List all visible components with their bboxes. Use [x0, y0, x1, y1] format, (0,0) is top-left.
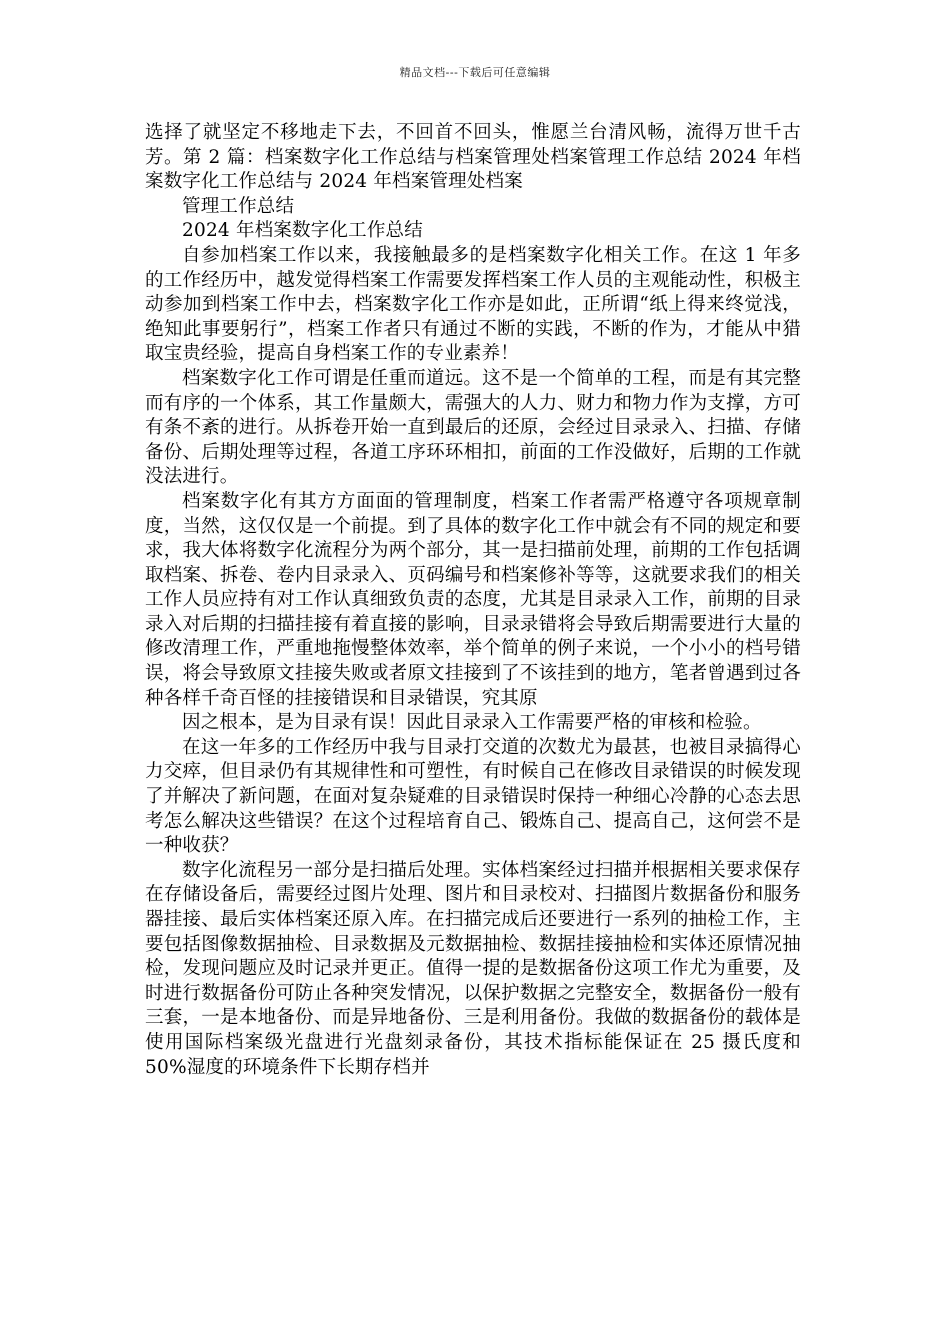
paragraph: 2024 年档案数字化工作总结	[182, 220, 423, 242]
paragraph: 自参加档案工作以来，我接触最多的是档案数字化相关工作。在这 1 年多的工作经历中，越发觉得档案工作需要发挥档案工作人员的主观能动性，积极主动参加到档案工作中去，档案数字化工作亦是如此，正所谓“纸上得来终觉浅，绝知此事要躬行”，档案工作者只有通过不断的实践，不断的作为，才能从中猎取宝贵经验，提高自身档案工作的专业素养！	[145, 244, 801, 365]
paragraph: 因之根本，是为目录有误！因此目录录入工作需要严格的审核和检验。	[182, 712, 762, 734]
paragraph: 在这一年多的工作经历中我与目录打交道的次数尤为最甚，也被目录搞得心力交瘁，但目录仍有其规律性和可塑性，有时候自己在修改目录错误的时候发现了并解决了新问题，在面对复杂疑难的目录错误时保持一种细心冷静的心态去思考怎么解决这些错误？在这个过程培育自己、锻炼自己、提高自己，这何尝不是一种收获？	[145, 736, 801, 857]
page-header: 精品文档---下载后可任意编辑	[399, 66, 551, 79]
paragraph: 档案数字化工作可谓是任重而道远。这不是一个简单的工程，而是有其完整而有序的一个体系，其工作量颇大，需强大的人力、财力和物力作为支撑，方可有条不紊的进行。从拆卷开始一直到最后的还原，会经过目录录入、扫描、存储备份、后期处理等过程，各道工序环环相扣，前面的工作没做好，后期的工作就没法进行。	[145, 367, 801, 488]
document-body	[145, 121, 801, 1080]
paragraph: 管理工作总结	[182, 195, 295, 217]
paragraph: 档案数字化有其方方面面的管理制度，档案工作者需严格遵守各项规章制度，当然，这仅仅是一个前提。到了具体的数字化工作中就会有不同的规定和要求，我大体将数字化流程分为两个部分，其一是扫描前处理，前期的工作包括调取档案、拆卷、卷内目录录入、页码编号和档案修补等等，这就要求我们的相关工作人员应持有对工作认真细致负责的态度，尤其是目录录入工作，前期的目录录入对后期的扫描挂接有着直接的影响，目录录错将会导致后期需要进行大量的修改清理工作，严重地拖慢整体效率，举个简单的例子来说，一个小小的档号错误，将会导致原文挂接失败或者原文挂接到了不该挂到的地方，笔者曾遇到过各种各样千奇百怪的挂接错误和目录错误，究其原	[145, 490, 801, 709]
paragraph: 数字化流程另一部分是扫描后处理。实体档案经过扫描并根据相关要求保存在存储设备后，需要经过图片处理、图片和目录校对、扫描图片数据备份和服务器挂接、最后实体档案还原入库。在扫描完成后还要进行一系列的抽检工作，主要包括图像数据抽检、目录数据及元数据抽检、数据挂接抽检和实体还原情况抽检，发现问题应及时记录并更正。值得一提的是数据备份这项工作尤为重要，及时进行数据备份可防止各种突发情况，以保护数据之完整安全，数据备份一般有三套，一是本地备份、而是异地备份、三是利用备份。我做的数据备份的载体是使用国际档案级光盘进行光盘刻录备份，其技术指标能保证在 25 摄氏度和 50%湿度的环境条件下长期存档并	[145, 859, 801, 1078]
paragraph: 选择了就坚定不移地走下去，不回首不回头，惟愿兰台清风畅，流得万世千古芳。第 2 篇：档案数字化工作总结与档案管理处档案管理工作总结 2024 年档案数字化工作总结与 2024 年档案管理处档案	[145, 122, 801, 193]
